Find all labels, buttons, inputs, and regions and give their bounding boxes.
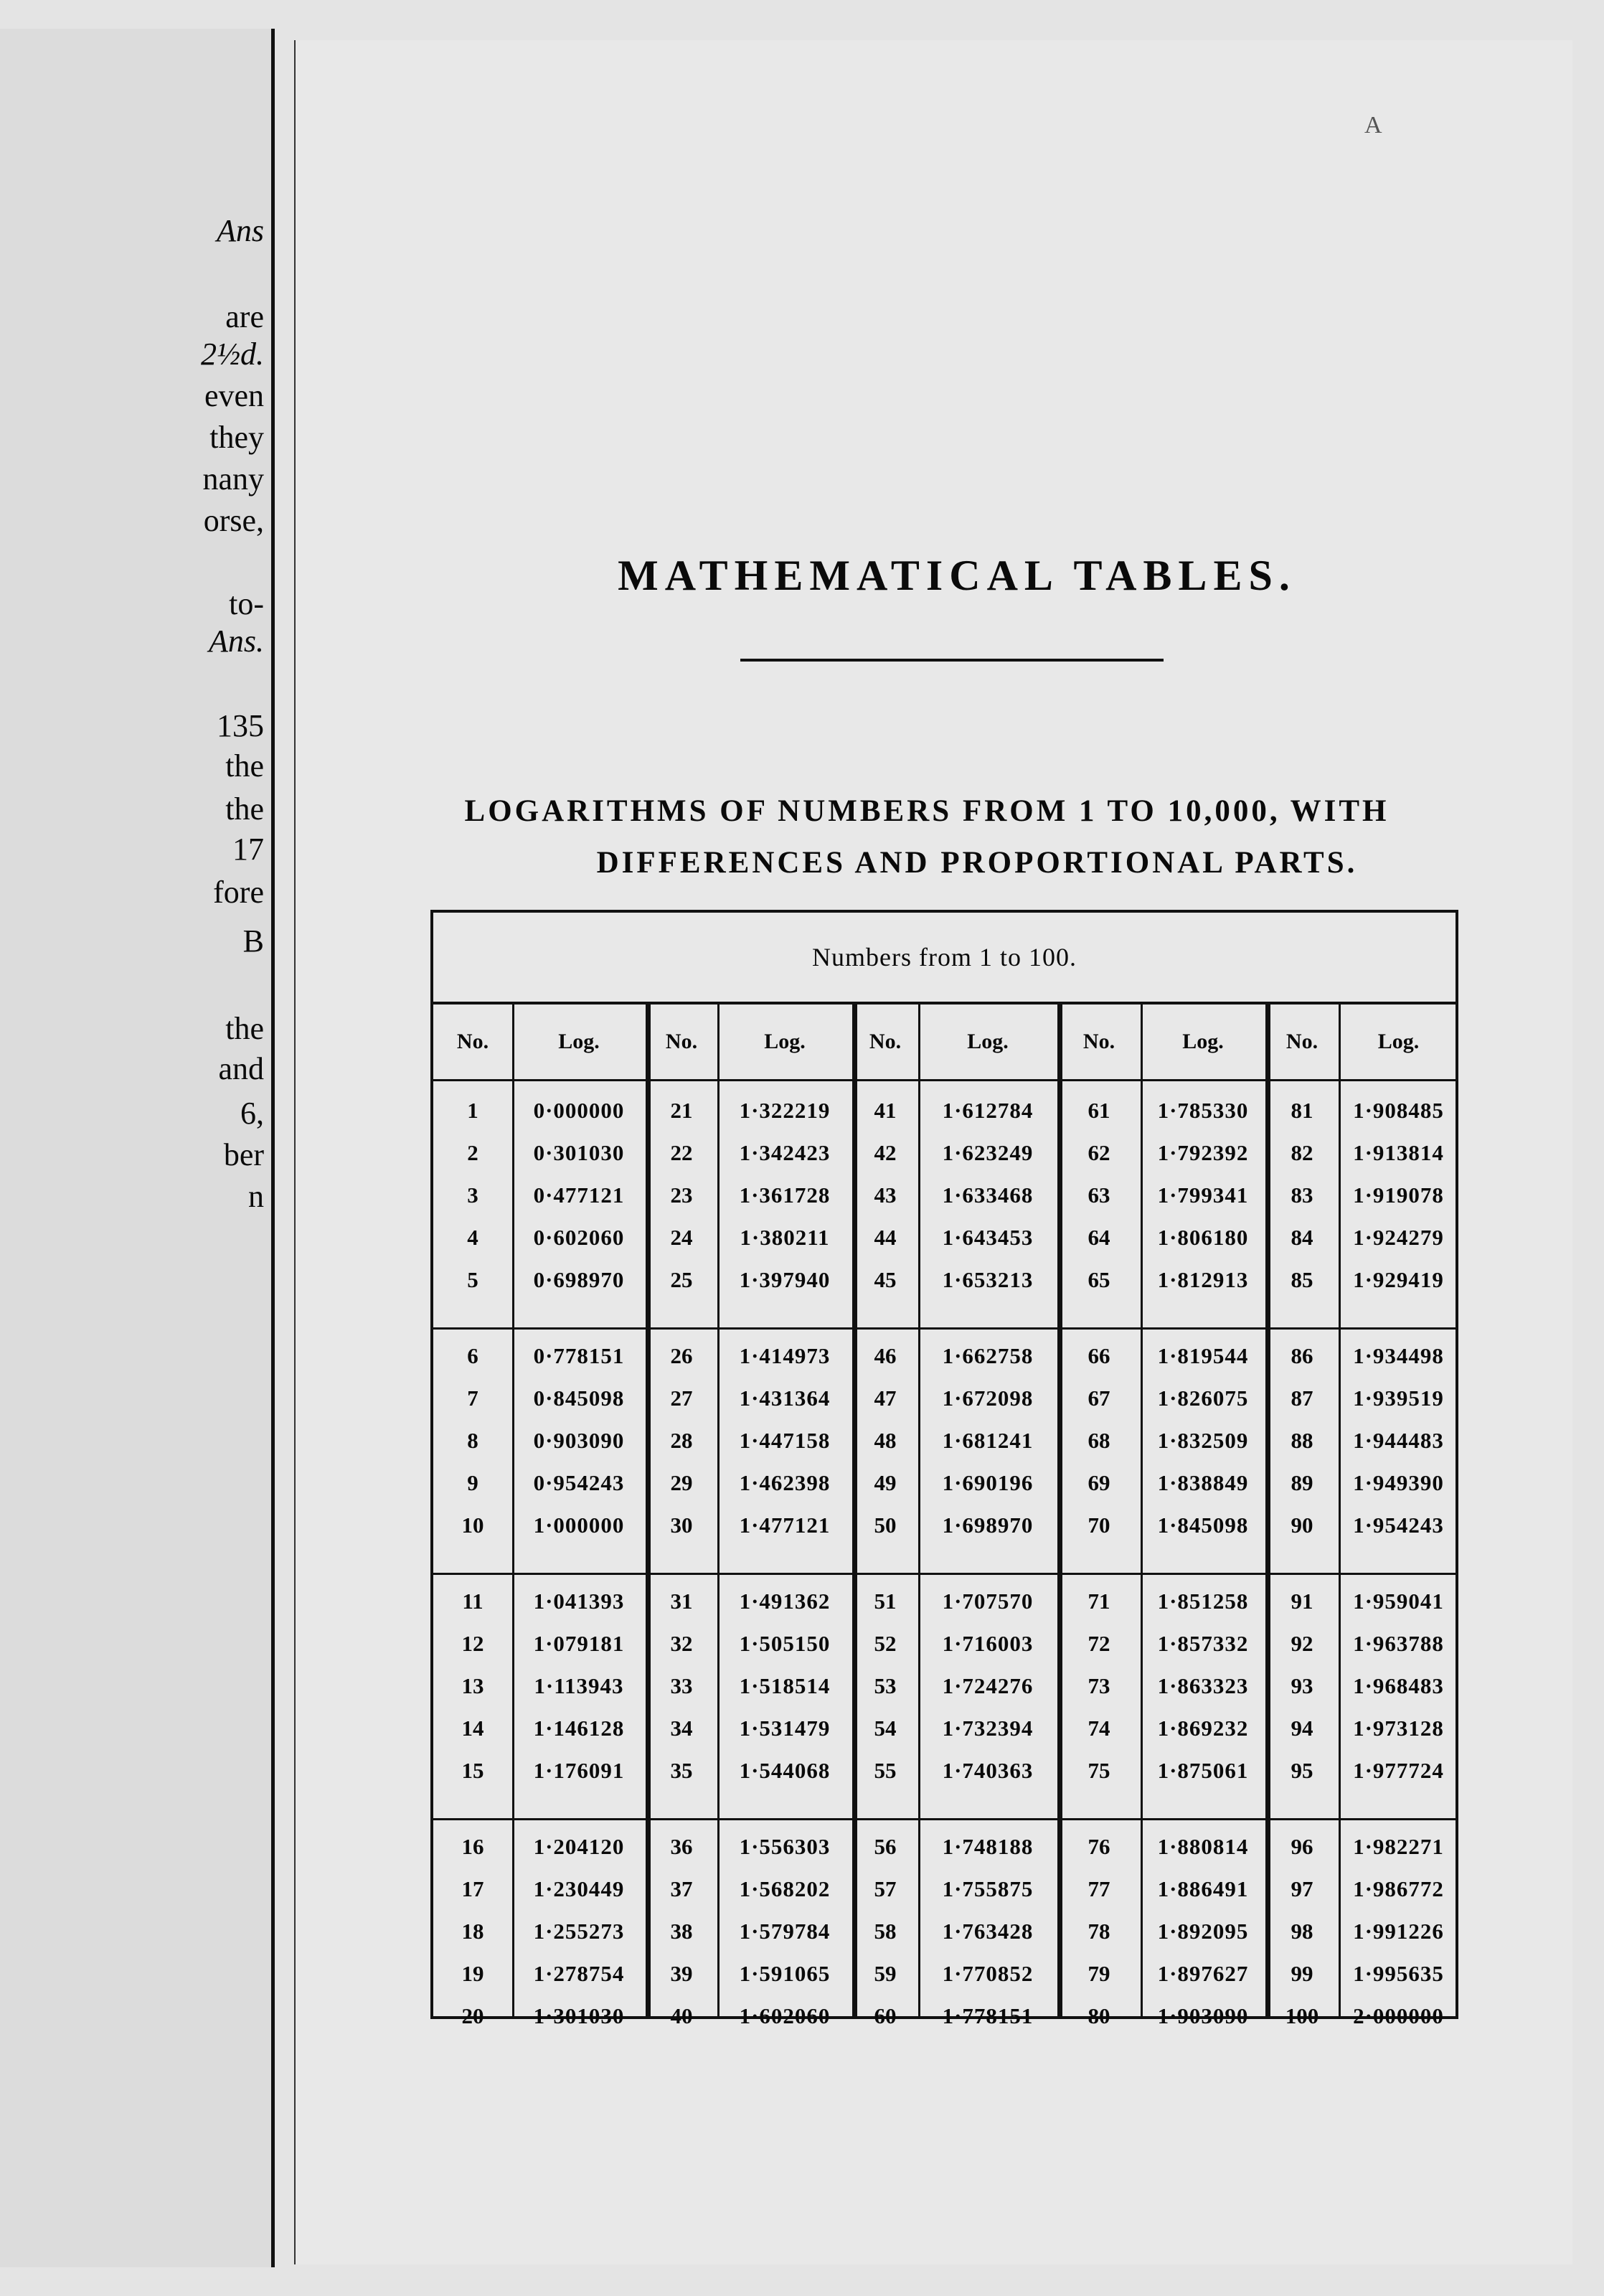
table-cell-log: 1·380211 — [740, 1224, 830, 1250]
table-cell-log: 1·591065 — [739, 1960, 831, 1986]
table-cell-number: 14 — [461, 1715, 484, 1741]
table-cell-number: 76 — [1088, 1833, 1110, 1859]
table-cell-number: 66 — [1088, 1342, 1110, 1368]
left-page-edge — [0, 29, 275, 2267]
header-log: Log. — [764, 1030, 806, 1053]
table-cell-log: 1·255273 — [533, 1918, 625, 1944]
table-cell-log: 1·886491 — [1157, 1876, 1249, 1901]
table-cell-log: 1·924279 — [1353, 1224, 1444, 1250]
table-cell-log: 1·113943 — [534, 1672, 624, 1698]
table-cell-number: 81 — [1291, 1097, 1313, 1123]
subtitle-line-2: DIFFERENCES AND PROPORTIONAL PARTS. — [596, 846, 1358, 880]
left-page-fragment: they — [209, 420, 264, 455]
table-cell-log: 1·763428 — [942, 1918, 1034, 1944]
table-cell-log: 1·973128 — [1353, 1715, 1444, 1741]
table-cell-log: 1·204120 — [533, 1833, 625, 1859]
table-cell-number: 55 — [874, 1757, 897, 1783]
table-cell-number: 24 — [670, 1224, 693, 1250]
table-cell-log: 1·301030 — [533, 2003, 625, 2028]
table-cell-log: 1·716003 — [942, 1630, 1034, 1656]
table-cell-log: 1·792392 — [1157, 1139, 1249, 1165]
table-cell-log: 1·838849 — [1157, 1469, 1249, 1495]
table-cell-log: 1·963788 — [1353, 1630, 1444, 1656]
table-cell-log: 1·230449 — [533, 1876, 625, 1901]
table-cell-log: 1·643453 — [942, 1224, 1034, 1250]
table-cell-number: 65 — [1088, 1266, 1110, 1292]
table-cell-number: 59 — [874, 1960, 897, 1986]
table-cell-number: 23 — [670, 1182, 693, 1208]
table-cell-number: 93 — [1291, 1672, 1313, 1698]
table-cell-log: 1·806180 — [1157, 1224, 1249, 1250]
group-separator — [433, 1327, 1456, 1330]
table-cell-log: 1·913814 — [1353, 1139, 1444, 1165]
table-cell-number: 19 — [461, 1960, 484, 1986]
page-mark: A — [1364, 112, 1382, 138]
header-bottom-rule — [433, 1079, 1456, 1081]
table-cell-log: 1·939519 — [1353, 1385, 1444, 1411]
table-cell-number: 70 — [1088, 1512, 1110, 1538]
table-cell-log: 0·698970 — [533, 1266, 625, 1292]
table-cell-log: 1·903090 — [1157, 2003, 1249, 2028]
table-cell-number: 11 — [462, 1588, 483, 1614]
table-cell-log: 1·732394 — [942, 1715, 1034, 1741]
table-cell-log: 0·954243 — [533, 1469, 625, 1495]
table-cell-log: 1·342423 — [739, 1139, 831, 1165]
left-page-fragment: are — [225, 299, 264, 334]
table-cell-number: 74 — [1088, 1715, 1110, 1741]
table-cell-log: 1·505150 — [739, 1630, 831, 1656]
table-cell-log: 1·908485 — [1353, 1097, 1444, 1123]
header-log: Log. — [1182, 1030, 1224, 1053]
table-cell-log: 1·832509 — [1157, 1427, 1249, 1453]
table-cell-log: 1·770852 — [942, 1960, 1034, 1986]
table-cell-log: 1·880814 — [1157, 1833, 1249, 1859]
table-cell-log: 1·748188 — [942, 1833, 1034, 1859]
table-cell-number: 67 — [1088, 1385, 1110, 1411]
table-cell-number: 40 — [670, 2003, 693, 2028]
logarithm-table — [430, 910, 1458, 2028]
table-cell-log: 1·929419 — [1353, 1266, 1444, 1292]
title-rule — [740, 659, 1164, 662]
table-cell-number: 31 — [670, 1588, 693, 1614]
table-cell-number: 45 — [874, 1266, 897, 1292]
header-log: Log. — [1377, 1030, 1420, 1053]
header-log: Log. — [967, 1030, 1009, 1053]
table-cell-number: 82 — [1291, 1139, 1313, 1165]
table-cell-number: 4 — [467, 1224, 478, 1250]
table-cell-number: 33 — [670, 1672, 693, 1698]
table-cell-log: 1·959041 — [1353, 1588, 1444, 1614]
table-cell-number: 80 — [1088, 2003, 1110, 2028]
table-cell-number: 73 — [1088, 1672, 1110, 1698]
table-cell-log: 1·724276 — [942, 1672, 1034, 1698]
table-cell-log: 1·707570 — [942, 1588, 1034, 1614]
left-page-fragment: 2½d. — [201, 337, 264, 372]
table-cell-log: 1·447158 — [739, 1427, 831, 1453]
table-cell-number: 41 — [874, 1097, 897, 1123]
table-cell-log: 1·568202 — [739, 1876, 831, 1901]
table-cell-log: 1·949390 — [1353, 1469, 1444, 1495]
table-cell-number: 91 — [1291, 1588, 1313, 1614]
table-cell-log: 1·968483 — [1353, 1672, 1444, 1698]
table-cell-log: 1·698970 — [942, 1512, 1034, 1538]
table-cell-number: 29 — [670, 1469, 693, 1495]
table-cell-number: 75 — [1088, 1757, 1110, 1783]
table-cell-number: 97 — [1291, 1876, 1313, 1901]
table-cell-log: 1·785330 — [1157, 1097, 1249, 1123]
table-cell-log: 1·991226 — [1353, 1918, 1444, 1944]
table-cell-number: 95 — [1291, 1757, 1313, 1783]
table-cell-number: 34 — [670, 1715, 693, 1741]
table-cell-number: 2 — [467, 1139, 478, 1165]
table-cell-log: 1·556303 — [739, 1833, 831, 1859]
table-cell-number: 78 — [1088, 1918, 1110, 1944]
table-cell-number: 77 — [1088, 1876, 1110, 1901]
left-page-fragment: to- — [229, 586, 264, 621]
table-cell-log: 1·977724 — [1353, 1757, 1444, 1783]
table-cell-log: 1·146128 — [533, 1715, 625, 1741]
table-cell-number: 92 — [1291, 1630, 1313, 1656]
table-cell-log: 1·812913 — [1157, 1266, 1249, 1292]
table-cell-number: 28 — [670, 1427, 693, 1453]
left-page-fragment: orse, — [203, 503, 264, 538]
left-page-fragment: even — [204, 378, 264, 413]
table-cell-number: 57 — [874, 1876, 897, 1901]
table-cell-number: 9 — [467, 1469, 478, 1495]
left-page-fragment: 135 — [217, 708, 264, 743]
table-cell-log: 1·986772 — [1353, 1876, 1444, 1901]
table-cell-log: 1·892095 — [1157, 1918, 1249, 1944]
table-cell-log: 1·278754 — [533, 1960, 625, 1986]
table-cell-number: 6 — [467, 1342, 478, 1368]
left-page-fragment: the — [225, 791, 264, 827]
table-cell-number: 63 — [1088, 1182, 1110, 1208]
table-cell-number: 18 — [461, 1918, 484, 1944]
table-cell-log: 1·934498 — [1353, 1342, 1444, 1368]
table-cell-number: 20 — [461, 2003, 484, 2028]
header-no: No. — [869, 1030, 902, 1053]
table-cell-log: 1·819544 — [1157, 1342, 1249, 1368]
table-cell-number: 38 — [670, 1918, 693, 1944]
left-page-fragment: Ans — [217, 213, 264, 248]
table-cell-number: 50 — [874, 1512, 897, 1538]
table-cell-log: 1·602060 — [739, 2003, 831, 2028]
table-cell-log: 2·000000 — [1353, 2003, 1444, 2028]
table-cell-log: 1·462398 — [739, 1469, 831, 1495]
table-cell-log: 1·778151 — [942, 2003, 1034, 2028]
page-title: MATHEMATICAL TABLES. — [618, 552, 1296, 599]
table-cell-log: 1·477121 — [739, 1512, 831, 1538]
table-cell-number: 27 — [670, 1385, 693, 1411]
table-cell-log: 1·579784 — [739, 1918, 831, 1944]
table-cell-log: 1·431364 — [739, 1385, 831, 1411]
table-cell-number: 83 — [1291, 1182, 1313, 1208]
table-cell-number: 7 — [467, 1385, 478, 1411]
table-cell-number: 71 — [1088, 1588, 1110, 1614]
table-cell-number: 49 — [874, 1469, 897, 1495]
table-cell-log: 1·875061 — [1157, 1757, 1249, 1783]
subtitle-line-1: LOGARITHMS OF NUMBERS FROM 1 TO 10,000, WITH — [464, 794, 1390, 828]
left-page-fragment: the — [225, 1011, 264, 1046]
table-cell-log: 1·518514 — [739, 1672, 831, 1698]
table-cell-number: 36 — [670, 1833, 693, 1859]
table-cell-number: 60 — [874, 2003, 897, 2028]
table-cell-log: 1·662758 — [942, 1342, 1034, 1368]
table-cell-log: 1·681241 — [942, 1427, 1034, 1453]
table-cell-number: 22 — [670, 1139, 693, 1165]
left-page-fragment: Ans. — [209, 624, 264, 659]
left-page-fragment: 17 — [232, 832, 264, 867]
table-cell-log: 1·740363 — [942, 1757, 1034, 1783]
left-page-fragment: 6, — [240, 1096, 264, 1131]
table-cell-log: 1·633468 — [942, 1182, 1034, 1208]
left-page-fragment: n — [248, 1179, 264, 1214]
table-cell-log: 1·491362 — [739, 1588, 831, 1614]
table-cell-number: 58 — [874, 1918, 897, 1944]
table-cell-log: 1·653213 — [942, 1266, 1034, 1292]
table-cell-number: 47 — [874, 1385, 897, 1411]
table-cell-number: 56 — [874, 1833, 897, 1859]
table-cell-log: 1·176091 — [533, 1757, 625, 1783]
table-cell-log: 1·995635 — [1353, 1960, 1444, 1986]
table-cell-log: 0·903090 — [533, 1427, 625, 1453]
table-cell-log: 1·919078 — [1353, 1182, 1444, 1208]
table-cell-number: 96 — [1291, 1833, 1313, 1859]
left-page-fragment: nany — [202, 461, 264, 497]
header-no: No. — [1082, 1030, 1115, 1053]
table-cell-number: 100 — [1285, 2003, 1319, 2028]
table-cell-log: 1·944483 — [1353, 1427, 1444, 1453]
table-cell-number: 62 — [1088, 1139, 1110, 1165]
table-cell-log: 0·602060 — [533, 1224, 625, 1250]
table-cell-number: 39 — [670, 1960, 693, 1986]
table-cell-number: 79 — [1088, 1960, 1110, 1986]
table-cell-log: 1·079181 — [533, 1630, 625, 1656]
table-cell-number: 13 — [461, 1672, 484, 1698]
table-cell-log: 1·863323 — [1157, 1672, 1249, 1698]
group-separator — [433, 1573, 1456, 1575]
table-cell-number: 72 — [1088, 1630, 1110, 1656]
table-cell-log: 0·778151 — [533, 1342, 625, 1368]
table-cell-log: 1·531479 — [739, 1715, 831, 1741]
table-cell-log: 1·361728 — [739, 1182, 831, 1208]
table-cell-number: 51 — [874, 1588, 897, 1614]
table-cell-number: 64 — [1088, 1224, 1110, 1250]
table-cell-number: 25 — [670, 1266, 693, 1292]
table-cell-number: 12 — [461, 1630, 484, 1656]
table-cell-number: 86 — [1291, 1342, 1313, 1368]
table-cell-number: 16 — [461, 1833, 484, 1859]
table-cell-number: 15 — [461, 1757, 484, 1783]
header-no: No. — [665, 1030, 698, 1053]
left-page-fragment: ber — [223, 1137, 264, 1172]
table-cell-number: 32 — [670, 1630, 693, 1656]
group-separator — [433, 1818, 1456, 1820]
table-cell-log: 1·982271 — [1353, 1833, 1444, 1859]
header-log: Log. — [558, 1030, 600, 1053]
table-cell-number: 21 — [670, 1097, 693, 1123]
table-cell-number: 46 — [874, 1342, 897, 1368]
table-cell-number: 87 — [1291, 1385, 1313, 1411]
table-caption: Numbers from 1 to 100. — [812, 943, 1077, 971]
table-cell-log: 1·414973 — [739, 1342, 831, 1368]
table-cell-log: 1·322219 — [739, 1097, 831, 1123]
table-cell-number: 5 — [467, 1266, 478, 1292]
table-cell-number: 43 — [874, 1182, 897, 1208]
main-page — [294, 40, 1572, 2264]
table-cell-number: 8 — [467, 1427, 478, 1453]
table-cell-log: 1·857332 — [1157, 1630, 1249, 1656]
table-cell-log: 1·000000 — [533, 1512, 625, 1538]
table-cell-number: 53 — [874, 1672, 897, 1698]
left-page-fragment: fore — [213, 875, 264, 910]
table-cell-number: 88 — [1291, 1427, 1313, 1453]
table-cell-number: 48 — [874, 1427, 897, 1453]
table-cell-number: 26 — [670, 1342, 693, 1368]
table-cell-number: 30 — [670, 1512, 693, 1538]
table-cell-log: 1·869232 — [1157, 1715, 1249, 1741]
table-cell-log: 1·397940 — [739, 1266, 831, 1292]
table-cell-number: 89 — [1291, 1469, 1313, 1495]
table-cell-number: 61 — [1088, 1097, 1110, 1123]
left-page-fragment: and — [218, 1051, 264, 1086]
table-cell-log: 1·623249 — [942, 1139, 1034, 1165]
table-cell-number: 54 — [874, 1715, 897, 1741]
table-cell-number: 52 — [874, 1630, 897, 1656]
left-page-fragment: B — [242, 923, 264, 959]
table-cell-number: 1 — [467, 1097, 478, 1123]
table-cell-number: 84 — [1291, 1224, 1313, 1250]
table-cell-log: 1·954243 — [1353, 1512, 1444, 1538]
header-no: No. — [1285, 1030, 1318, 1053]
table-cell-number: 37 — [670, 1876, 693, 1901]
table-cell-log: 1·826075 — [1157, 1385, 1249, 1411]
table-cell-log: 0·845098 — [533, 1385, 625, 1411]
table-cell-number: 17 — [461, 1876, 484, 1901]
header-no: No. — [456, 1030, 489, 1053]
table-cell-log: 1·690196 — [942, 1469, 1034, 1495]
table-cell-number: 35 — [670, 1757, 693, 1783]
table-cell-log: 1·672098 — [942, 1385, 1034, 1411]
left-page-fragment: the — [225, 748, 264, 784]
table-cell-number: 42 — [874, 1139, 897, 1165]
table-cell-number: 3 — [467, 1182, 478, 1208]
table-cell-number: 98 — [1291, 1918, 1313, 1944]
table-cell-number: 99 — [1291, 1960, 1313, 1986]
table-cell-log: 0·000000 — [533, 1097, 625, 1123]
table-cell-number: 10 — [461, 1512, 484, 1538]
table-cell-number: 69 — [1088, 1469, 1110, 1495]
table-cell-log: 1·544068 — [739, 1757, 831, 1783]
table-cell-log: 1·041393 — [533, 1588, 625, 1614]
table-cell-log: 1·799341 — [1157, 1182, 1249, 1208]
table-cell-log: 0·301030 — [533, 1139, 625, 1165]
table-cell-log: 1·755875 — [942, 1876, 1034, 1901]
table-cell-number: 85 — [1291, 1266, 1313, 1292]
table-cell-number: 44 — [874, 1224, 897, 1250]
table-cell-number: 68 — [1088, 1427, 1110, 1453]
table-cell-number: 90 — [1291, 1512, 1313, 1538]
table-cell-log: 1·845098 — [1157, 1512, 1249, 1538]
table-cell-log: 0·477121 — [533, 1182, 625, 1208]
table-cell-number: 94 — [1291, 1715, 1313, 1741]
table-cell-log: 1·851258 — [1157, 1588, 1249, 1614]
table-cell-log: 1·897627 — [1157, 1960, 1249, 1986]
table-cell-log: 1·612784 — [942, 1097, 1034, 1123]
